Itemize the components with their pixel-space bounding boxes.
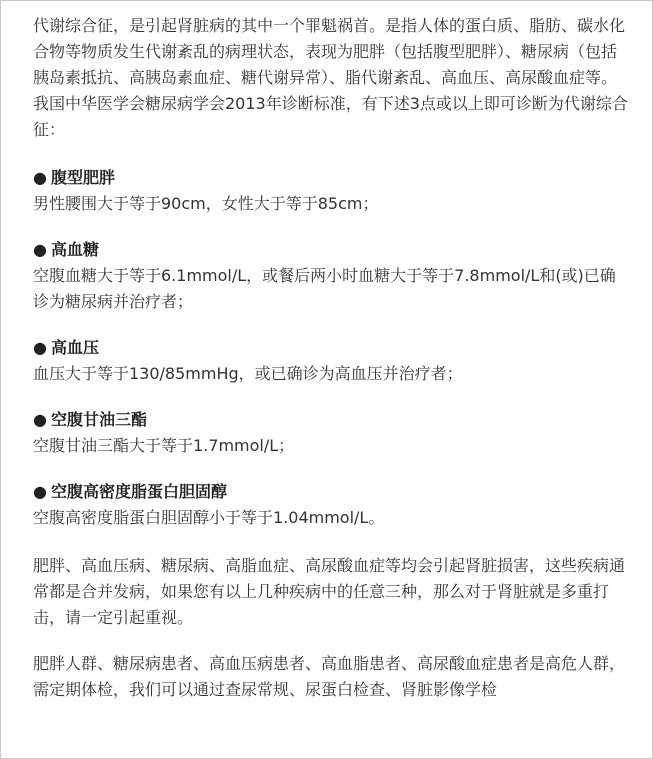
criterion-desc-blood-pressure: 血压大于等于130/85mmHg，或已确诊为高血压并治疗者； (33, 364, 463, 383)
criterion-heading-waist (33, 165, 629, 191)
criterion-heading-blood-pressure (33, 335, 629, 361)
bullet-icon: ● (33, 240, 47, 259)
criterion-heading-glucose (33, 237, 629, 263)
bullet-icon: ● (33, 168, 47, 187)
criterion-title: 腹型肥胖 (51, 168, 116, 187)
criterion-heading-hdl (33, 479, 629, 505)
criterion-desc-glucose: 空腹血糖大于等于6.1mmol/L，或餐后两小时血糖大于等于7.8mmol/L和(或)已确诊为糖尿病并治疗者； (33, 266, 616, 311)
closing-paragraph: 肥胖、高血压病、糖尿病、高脂血症、高尿酸血症等均会引起肾脏损害，这些疾病通常都是合并发病，如果您有以上几种疾病中的任意三种，那么对于肾脏就是多重打击，请一定引起重视。 (33, 556, 626, 627)
criteria-intro-paragraph: 我国中华医学会糖尿病学会2013年诊断标准，有下述3点或以上即可诊断为代谢综合征： (33, 94, 628, 139)
criterion-heading-triglyceride (33, 407, 629, 433)
intro-paragraph: 代谢综合征，是引起肾脏病的其中一个罪魁祸首。是指人体的蛋白质、脂肪、碳水化合物等物质发生代谢紊乱的病理状态，表现为肥胖（包括腹型肥胖）、糖尿病（包括胰岛素抵抗、高胰岛素血症、糖代谢异常）、脂代谢紊乱、高血压、高尿酸血症等。 (33, 16, 626, 87)
bullet-icon: ● (33, 338, 47, 357)
criterion-desc-hdl: 空腹高密度脂蛋白胆固醇小于等于1.04mmol/L。 (33, 508, 385, 527)
bullet-icon: ● (33, 482, 47, 501)
high-risk-paragraph: 肥胖人群、糖尿病患者、高血压病患者、高血脂患者、高尿酸血症患者是高危人群，需定期体检，我们可以通过查尿常规、尿蛋白检查、肾脏影像学检 (33, 654, 626, 699)
criterion-desc-waist: 男性腰围大于等于90cm，女性大于等于85cm； (33, 194, 379, 213)
criterion-title: 高血糖 (51, 240, 100, 259)
criterion-title: 空腹高密度脂蛋白胆固醇 (51, 482, 228, 501)
bullet-icon: ● (33, 410, 47, 429)
article-content (33, 13, 629, 703)
criterion-desc-triglyceride: 空腹甘油三酯大于等于1.7mmol/L； (33, 436, 295, 455)
criterion-title: 高血压 (51, 338, 100, 357)
criterion-title: 空腹甘油三酯 (51, 410, 148, 429)
